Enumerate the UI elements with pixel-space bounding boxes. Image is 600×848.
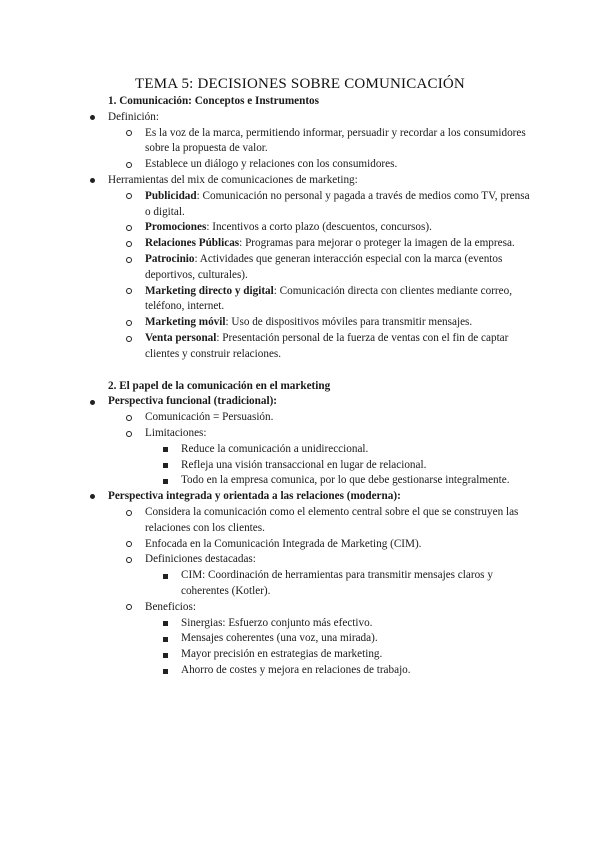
tool-term: Venta personal [145, 331, 217, 344]
list-item [0, 442, 600, 458]
bullet-dot-icon [85, 489, 99, 505]
tool-description: : Presentación personal de la fuerza de ventas con el fin de captar clientes y construir relaciones. [145, 331, 509, 360]
limitacion-item: Reduce la comunicación a unidireccional. [181, 442, 369, 455]
bullet-circle-icon [122, 331, 136, 347]
list-item [0, 410, 600, 426]
bullet-square-icon [158, 442, 172, 458]
section-1-heading: 1. Comunicación: Conceptos e Instrumentos [108, 95, 320, 107]
beneficio-item: Ahorro de costes y mejora en relaciones de trabajo. [181, 663, 411, 676]
list-item [0, 189, 600, 221]
list-item [0, 110, 600, 126]
bullet-circle-icon [122, 315, 136, 331]
limitacion-item: Todo en la empresa comunica, por lo que debe gestionarse integralmente. [181, 474, 510, 487]
bullet-circle-icon [122, 537, 136, 553]
bullet-circle-icon [122, 284, 136, 300]
beneficio-item: Mayor precisión en estrategias de marketing. [181, 648, 383, 661]
document-body [0, 94, 600, 679]
limitacion-item: Refleja una visión transaccional en lugar de relacional. [181, 458, 427, 471]
tool-description: : Actividades que generan interacción especial con la marca (eventos deportivos, culturales). [145, 252, 503, 281]
bullet-circle-icon [122, 410, 136, 426]
bullet-circle-icon [122, 552, 136, 568]
tool-term: Marketing directo y digital [145, 284, 274, 297]
bullet-square-icon [158, 616, 172, 632]
tool-description: : Comunicación directa con clientes mediante correo, teléfono, internet. [145, 284, 513, 313]
list-item [0, 252, 600, 284]
bullet-circle-icon [122, 600, 136, 616]
list-item [0, 600, 600, 616]
bullet-square-icon [158, 663, 172, 679]
bullet-circle-icon [122, 126, 136, 142]
tool-description: : Programas para mejorar o proteger la imagen de la empresa. [239, 237, 515, 250]
bullet-square-icon [158, 647, 172, 663]
list-item [0, 663, 600, 679]
bullet-square-icon [158, 568, 172, 584]
bullet-circle-icon [122, 189, 136, 205]
list-item [0, 458, 600, 474]
integrada-label: Perspectiva integrada y orientada a las relaciones (moderna): [108, 490, 401, 503]
beneficios-label: Beneficios: [145, 600, 196, 613]
bullet-circle-icon [122, 426, 136, 442]
bullet-square-icon [158, 473, 172, 489]
tool-term: Publicidad [145, 189, 197, 202]
bullet-circle-icon [122, 236, 136, 252]
tool-term: Patrocinio [145, 252, 195, 265]
list-item [0, 616, 600, 632]
definicion-label: Definición: [108, 110, 159, 123]
bullet-square-icon [158, 631, 172, 647]
beneficio-item: Sinergias: Esfuerzo conjunto más efectivo. [181, 616, 373, 629]
tool-description: : Uso de dispositivos móviles para transmitir mensajes. [225, 316, 473, 329]
funcional-label: Perspectiva funcional (tradicional): [108, 395, 278, 408]
beneficio-item: Mensajes coherentes (una voz, una mirada). [181, 632, 378, 645]
tool-term: Relaciones Públicas [145, 237, 240, 250]
bullet-dot-icon [85, 110, 99, 126]
list-item [0, 568, 600, 600]
integrada-item: Enfocada en la Comunicación Integrada de Marketing (CIM). [145, 537, 422, 550]
bullet-dot-icon [85, 394, 99, 410]
bullet-circle-icon [122, 252, 136, 268]
list-item [0, 157, 600, 173]
definicion-destacada: CIM: Coordinación de herramientas para transmitir mensajes claros y coherentes (Kotler). [181, 569, 493, 597]
list-item [0, 473, 600, 489]
list-item [0, 315, 600, 331]
list-item [0, 631, 600, 647]
definicion-item: Establece un diálogo y relaciones con los consumidores. [145, 158, 398, 171]
tool-description: : Incentivos a corto plazo (descuentos, concursos). [206, 221, 432, 234]
list-item [0, 505, 600, 537]
bullet-circle-icon [122, 157, 136, 173]
list-item [0, 331, 600, 363]
list-item [0, 426, 600, 442]
list-item [0, 126, 600, 158]
list-item [0, 220, 600, 236]
bullet-dot-icon [85, 173, 99, 189]
list-item [0, 552, 600, 568]
integrada-item: Considera la comunicación como el elemento central sobre el que se construyen las relaciones con los clientes. [145, 505, 519, 534]
list-item [0, 537, 600, 553]
definiciones-label: Definiciones destacadas: [145, 553, 256, 566]
tool-term: Promociones [145, 221, 207, 234]
list-item [0, 284, 600, 316]
bullet-square-icon [158, 458, 172, 474]
page-title: TEMA 5: DECISIONES SOBRE COMUNICACIÓN [135, 76, 465, 92]
list-item [0, 394, 600, 410]
definicion-item: Es la voz de la marca, permitiendo informar, persuadir y recordar a los consumidores sobre la propuesta de valor. [145, 126, 526, 155]
funcional-item: Comunicación = Persuasión. [145, 411, 274, 424]
list-item [0, 173, 600, 189]
bullet-circle-icon [122, 505, 136, 521]
list-item [0, 236, 600, 252]
bullet-circle-icon [122, 220, 136, 236]
herramientas-label: Herramientas del mix de comunicaciones de marketing: [108, 173, 358, 186]
limitaciones-label: Limitaciones: [145, 426, 207, 439]
section-2-heading: 2. El papel de la comunicación en el marketing [108, 379, 331, 392]
tool-term: Marketing móvil [145, 316, 226, 329]
list-item [0, 489, 600, 505]
tool-description: : Comunicación no personal y pagada a través de medios como TV, prensa o digital. [145, 189, 530, 218]
list-item [0, 647, 600, 663]
